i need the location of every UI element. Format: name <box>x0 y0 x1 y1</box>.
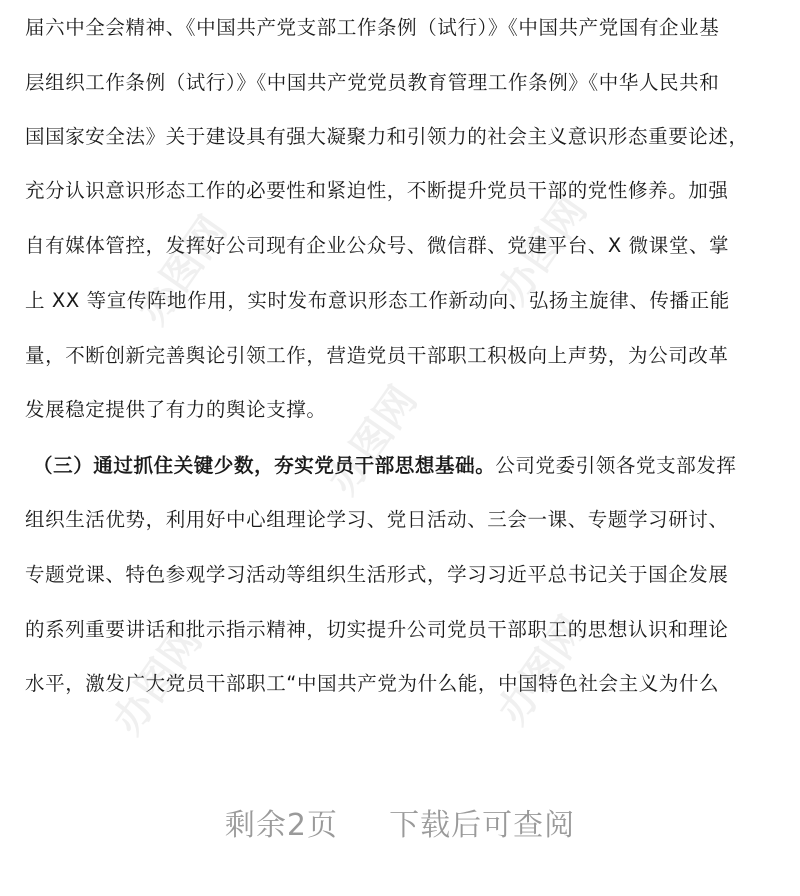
text-line: 发展稳定提供了有力的舆论支撑。 <box>25 398 327 421</box>
text-line <box>33 453 793 479</box>
text-line: 专题党课、特色参观学习活动等组织生活形式，学习习近平总书记关于国企发展 <box>25 563 729 586</box>
text-line: 层组织工作条例（试行）》《中国共产党党员教育管理工作条例》《中华人民共和 <box>25 71 720 94</box>
watermark: 办图网 <box>129 208 237 333</box>
watermark: 办图网 <box>489 188 597 313</box>
watermark: 办图网 <box>489 608 597 733</box>
text-line: 量，不断创新完善舆论引领工作，营造党员干部职工积极向上声势，为公司改革 <box>25 344 729 367</box>
remaining-pages-label: 剩余2页 <box>224 808 338 843</box>
watermark: 办图网 <box>319 378 427 503</box>
download-prompt[interactable] <box>0 800 800 844</box>
watermark: 办图网 <box>104 618 212 743</box>
text-line: 上 XX 等宣传阵地作用，实时发布意识形态工作新动向、弘扬主旋律、传播正能 <box>25 289 730 312</box>
text-line: 充分认识意识形态工作的必要性和紧迫性，不断提升党员干部的党性修养。加强 <box>25 179 729 202</box>
text-line: 水平，激发广大党员干部职工“中国共产党为什么能，中国特色社会主义为什么 <box>25 672 720 695</box>
download-hint-label[interactable]: 下载后可查阅 <box>389 808 576 843</box>
section-heading: （三）通过抓住关键少数，夯实党员干部思想基础。 <box>33 454 496 477</box>
text-span: 公司党委引领各党支部发挥 <box>495 454 737 477</box>
text-line: 届六中全会精神、《中国共产党支部工作条例（试行）》《中国共产党国有企业基 <box>25 16 720 39</box>
text-line: 国国家安全法》关于建设具有强大凝聚力和引领力的社会主义意识形态重要论述， <box>25 125 749 148</box>
text-line: 自有媒体管控，发挥好公司现有企业公众号、微信群、党建平台、X 微课堂、掌 <box>25 234 730 257</box>
text-line: 组织生活优势，利用好中心组理论学习、党日活动、三会一课、专题学习研讨、 <box>25 508 729 531</box>
text-line: 的系列重要讲话和批示指示精神，切实提升公司党员干部职工的思想认识和理论 <box>25 618 729 641</box>
